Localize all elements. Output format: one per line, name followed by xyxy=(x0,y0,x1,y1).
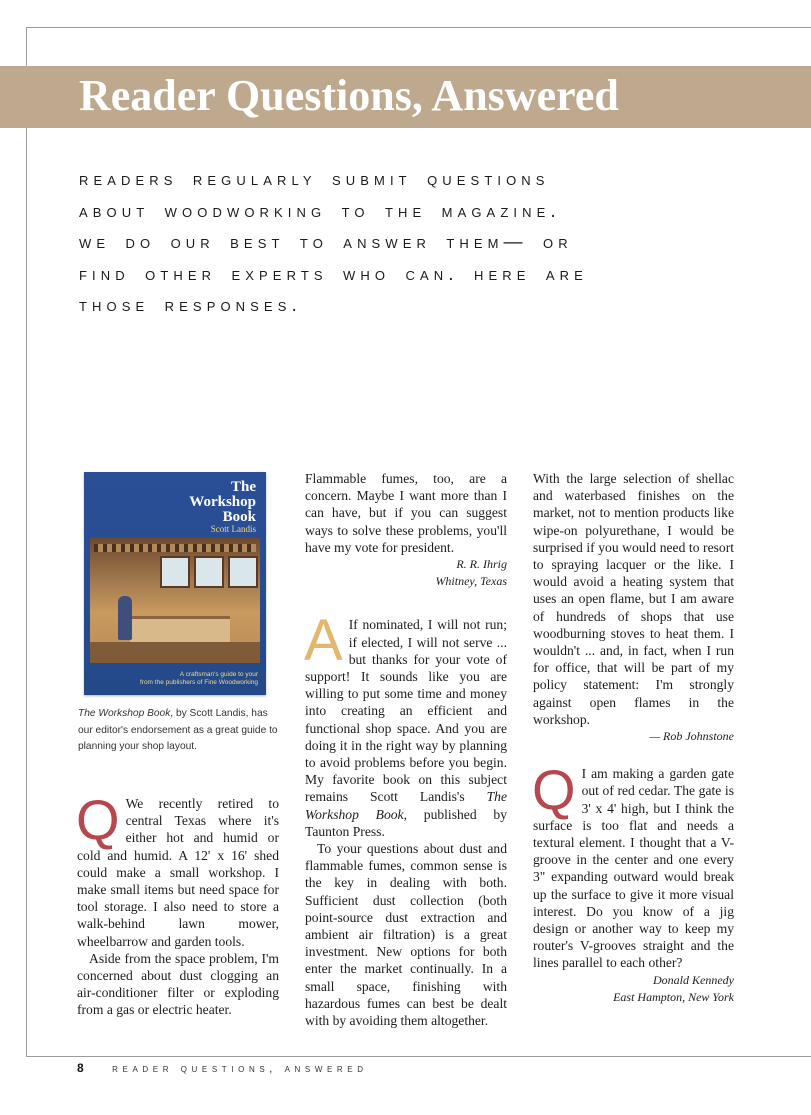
intro-line: we do our best to answer them— or xyxy=(79,232,573,253)
tool-rack xyxy=(94,544,256,552)
intro-line: readers regularly submit questions xyxy=(79,169,550,190)
answer-1-text: If nominated, I will not run; if elected, I will not serve ... but thanks for your vote of support! It sounds like you are willing to put some time and money into creating an efficient and functional shop space. And you are doing it in the right way by planning to avoid problems before you begin. My favorite book on this subject remains Scott Landis's xyxy=(305,617,507,805)
caption-book-title: The Workshop Book xyxy=(78,708,171,719)
frame-rule-left xyxy=(26,27,27,1056)
page-number: 8 xyxy=(77,1061,84,1075)
answer-1-signature: — Rob Johnstone xyxy=(649,729,734,744)
cover-tagline xyxy=(90,671,258,686)
window-shape xyxy=(160,556,190,588)
answer-1-paragraph-2 xyxy=(305,840,507,1029)
question-1-paragraph xyxy=(76,788,279,950)
signature-place: Whitney, Texas xyxy=(435,574,507,589)
question-1-text-2: Aside from the space problem, I'm concerned about dust clogging an air-conditioner filter or exploding from a gas or electric heater. xyxy=(77,950,279,1018)
answer-1-continued xyxy=(533,470,734,728)
workbench-shape xyxy=(130,616,230,643)
woodworker-figure xyxy=(118,596,132,640)
column-1 xyxy=(76,788,279,1019)
question-1-continued xyxy=(305,470,507,556)
workshop-photo xyxy=(90,538,260,663)
dropcap-a: A xyxy=(304,608,343,674)
window-shape xyxy=(194,556,224,588)
signature-name: R. R. Ihrig xyxy=(456,557,507,572)
cover-title-line: Book xyxy=(222,509,256,525)
intro-deck xyxy=(79,164,759,322)
dropcap-q: Q xyxy=(76,788,120,851)
cover-title-line: The xyxy=(230,479,256,495)
answer-1-text-2: To your questions about dust and flammable fumes, common sense is the key in dealing with both. Sufficient dust collection (both point-source dust extraction and ambient air filtration) is a great investment. New options for both enter the market continually. In a small space, finishing with hazardous fumes can best be dealt with by avoiding them altogether. xyxy=(305,841,507,1029)
floor-shape xyxy=(90,642,260,663)
answer-1-text-continued: With the large selection of shellac and waterbased finishes on the market, not to mention products like wipe-on polyurethane, I would be surprised if you would need to resort to spraying lacquer or the like. I would avoid a heating system that uses an open flame, but I am aware of hundreds of shops that use woodburning stoves to heat them. I wouldn't ... and, in fact, when I run for office, that will be part of my policy statement: I'm strongly against open flames in the workshop. xyxy=(533,471,734,727)
frame-rule-top xyxy=(26,27,811,28)
dropcap-q: Q xyxy=(532,758,576,822)
intro-line: those responses. xyxy=(79,295,302,316)
question-1-text-continued: Flammable fumes, too, are a concern. Maybe I want more than I can have, but if you can suggest ways to solve these problems, you'll have my vote for president. xyxy=(305,471,507,555)
question-1-paragraph-2 xyxy=(77,950,279,1019)
question-1-text: We recently retired to central Texas where it's either hot and humid or cold and humid. A 12' x 16' shed could make a small workshop. I make small items but need space for tool storage. I also need to store a walk-behind lawn mower, wheelbarrow and garden tools. xyxy=(77,796,279,949)
cover-tagline-line: from the publishers of Fine Woodworking xyxy=(139,678,258,686)
question-2-paragraph xyxy=(532,758,734,971)
page-footer xyxy=(77,1060,368,1076)
answer-1-text-end: , published by Taunton Press. xyxy=(305,806,507,839)
column-3 xyxy=(533,470,734,1006)
answer-1-paragraph xyxy=(304,608,507,840)
caption-text: , by Scott Landis, has our editor's endorsement as a great guide to planning your shop layout. xyxy=(78,708,278,752)
frame-rule-bottom xyxy=(26,1056,811,1057)
question-2-text: I am making a garden gate out of red cedar. The gate is 3' x 4' high, but I think the surface is too flat and needs a textural element. I thought that a V-groove in the center and one every 3" expanding outward would break up the surface to give it more visual interest. Do you know of a jig design or another way to keep my router's V-grooves straight and the lines parallel to each other? xyxy=(533,766,734,971)
running-head: reader questions, answered xyxy=(112,1063,368,1075)
book-cover-image xyxy=(84,472,266,695)
signature-place: East Hampton, New York xyxy=(613,989,734,1004)
page-title: Reader Questions, Answered xyxy=(79,71,619,120)
cover-title xyxy=(189,480,256,525)
answer-1-book-title: The Workshop Book xyxy=(305,789,507,822)
figure-caption xyxy=(78,706,278,756)
signature-name: Donald Kennedy xyxy=(653,972,734,987)
column-2 xyxy=(305,470,507,1029)
intro-line: find other experts who can. here are xyxy=(79,263,588,285)
window-shape xyxy=(228,556,258,588)
cover-author: Scott Landis xyxy=(210,524,256,534)
cover-title-line: Workshop xyxy=(189,494,256,510)
cover-tagline-line: A craftsman's guide to your xyxy=(179,671,258,678)
intro-line: about woodworking to the magazine. xyxy=(79,200,561,222)
